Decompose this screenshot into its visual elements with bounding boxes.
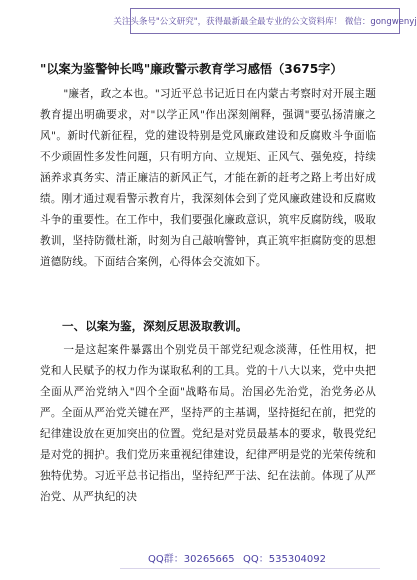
section-heading-1: 一、以案为鉴，深刻反思汲取教训。 [62, 319, 248, 333]
footer-contact [0, 548, 408, 568]
section-1-paragraph: 一是这起案件暴露出个别党员干部党纪观念淡薄，任性用权，把党和人民赋予的权力作为谋取私利的工具。党的十八大以来，党中央把全面从严治党纳入"四个全面"战略布局。治国必先治党，治党务必从严。全面从严治党关键在严，坚持严的主基调，坚持挺纪在前，把党的纪律建设放在更加突出的位置。党纪是对党员最基本的要求，敬畏党纪是对党的拥护。我们党历来重视纪律建设，纪律严明是党的光荣传统和独特优势。习近平总书记指出，坚持纪严于法、纪在法前。体现了从严治党、从严执纪的决 [40, 344, 376, 503]
footer-qq: QQ：535304092 [243, 554, 327, 565]
footer-divider [120, 568, 380, 569]
promo-banner [113, 8, 417, 34]
section-1-body [40, 340, 376, 540]
promo-banner-text: 关注头条号"公文研究"，获得最新最全最专业的公文资料库！ 微信：gongwenyj [113, 17, 417, 27]
footer-qq-group: QQ群：30265665 [148, 554, 235, 565]
intro-paragraph: "廉者，政之本也。"习近平总书记近日在内蒙古考察时对开展主题教育提出明确要求，对"以学正风"作出深刻阐释，强调"要弘扬清廉之风"。新时代新征程，党的建设特别是党风廉政建设和反腐败斗争面临不少顽固性多发性问题，只有明方向、立规矩、正风气、强免疫，持续涵养求真务实、清正廉洁的新风正气，才能在新的赶考之路上考出好成绩。刚才通过观看警示教育片，我深刻体会到了党风廉政建设和反腐败斗争的重要性。在工作中，我们要强化廉政意识，筑牢反腐防线，吸取教训，坚持防微杜渐，时刻为自己敲响警钟，真正筑牢拒腐防变的思想道德防线。下面结合案例，心得体会交流如下。 [40, 88, 376, 268]
document-title: "以案为鉴警钟长鸣"廉政警示教育学习感悟（3675字） [40, 62, 343, 76]
